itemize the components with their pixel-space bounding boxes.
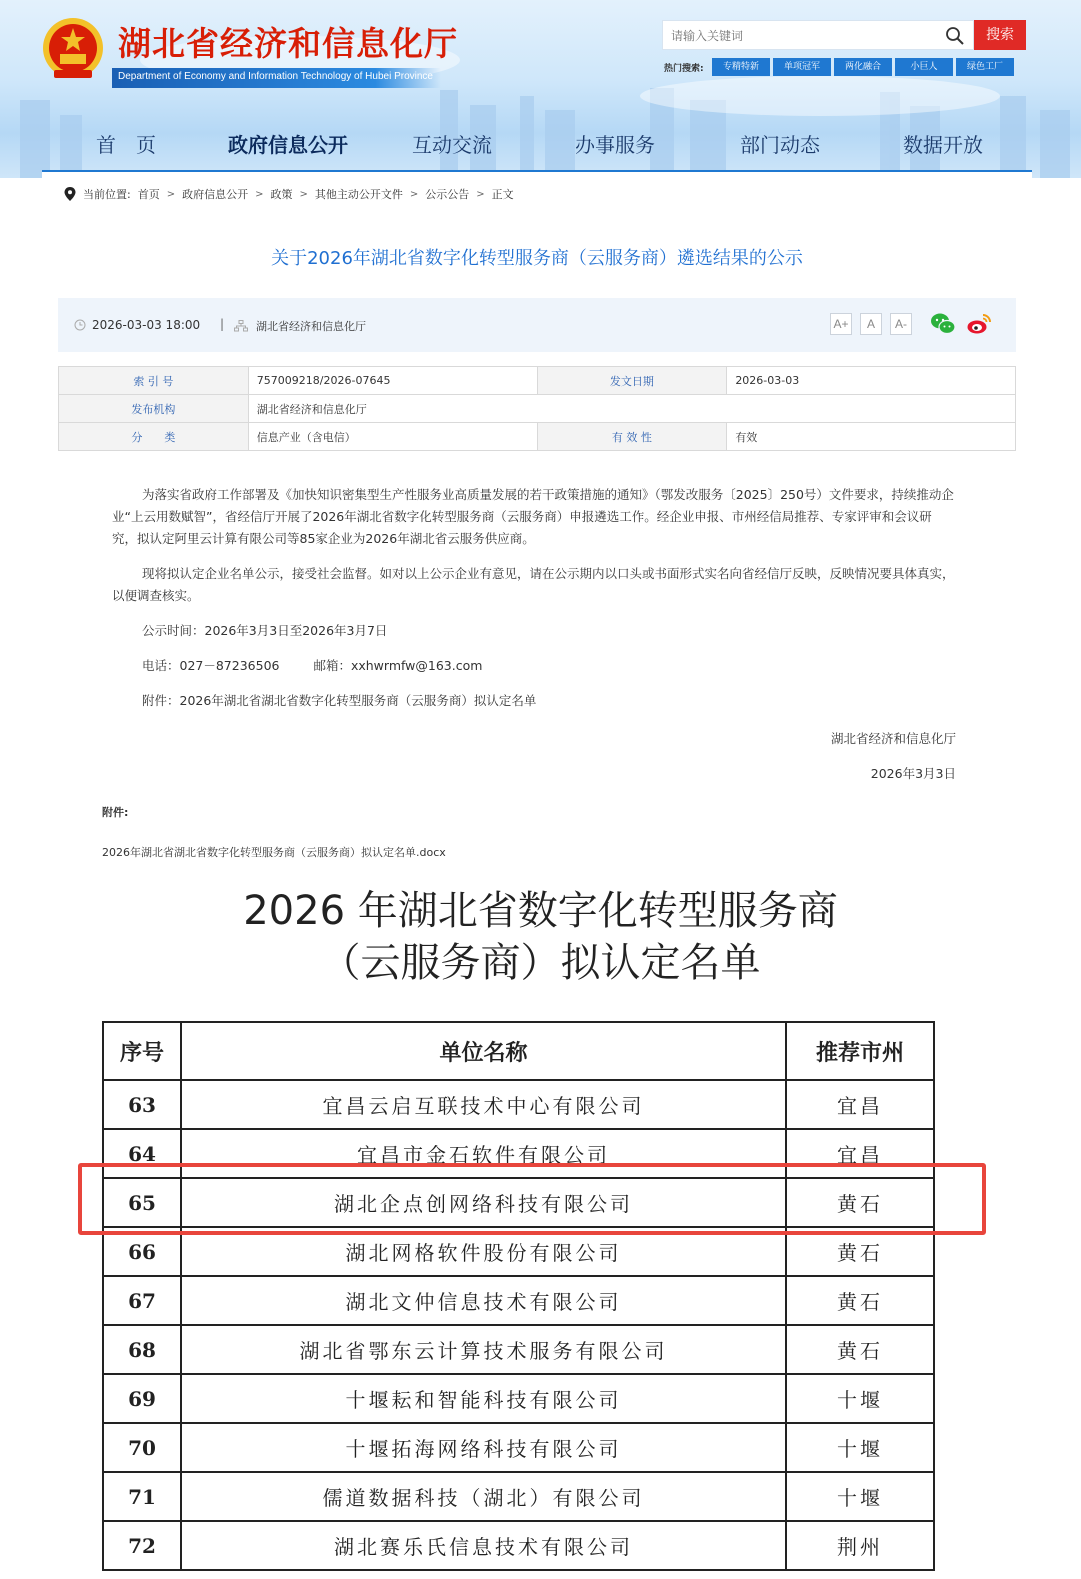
info-value: 2026-03-03 bbox=[727, 367, 1016, 395]
row-company: 儒道数据科技（湖北）有限公司 bbox=[181, 1472, 786, 1521]
hot-tag-2[interactable]: 单项冠军 bbox=[773, 58, 831, 76]
row-company: 湖北企点创网络科技有限公司 bbox=[181, 1178, 786, 1227]
row-seq: 67 bbox=[103, 1276, 181, 1325]
row-company: 十堰耘和智能科技有限公司 bbox=[181, 1374, 786, 1423]
breadcrumb-label: 当前位置: bbox=[83, 188, 131, 201]
article-source bbox=[234, 318, 366, 334]
org-icon bbox=[234, 320, 248, 332]
clock-icon bbox=[74, 319, 86, 331]
meta-divider: | bbox=[220, 317, 225, 331]
national-emblem-icon bbox=[40, 14, 106, 84]
highlight-box bbox=[78, 1163, 986, 1235]
info-key: 发文日期 bbox=[537, 367, 727, 395]
table-row bbox=[103, 1374, 934, 1423]
font-smaller-button[interactable]: A- bbox=[890, 313, 912, 335]
row-seq: 70 bbox=[103, 1423, 181, 1472]
info-row bbox=[59, 423, 1016, 451]
attachment-line: 附件：2026年湖北省湖北省数字化转型服务商（云服务商）拟认定名单 bbox=[142, 693, 537, 708]
row-city: 十堰 bbox=[786, 1423, 934, 1472]
row-seq: 71 bbox=[103, 1472, 181, 1521]
sign-date: 2026年3月3日 bbox=[870, 766, 956, 781]
site-header bbox=[0, 0, 1081, 178]
info-table bbox=[58, 366, 1016, 451]
nav-interaction[interactable]: 互动交流 bbox=[412, 133, 492, 157]
row-city: 黄石 bbox=[786, 1325, 934, 1374]
breadcrumb-current: 正文 bbox=[491, 188, 514, 201]
search-input[interactable] bbox=[671, 26, 931, 46]
site-subtitle: Department of Economy and Information Technology of Hubei Province bbox=[112, 68, 441, 88]
hot-tag-3[interactable]: 两化融合 bbox=[834, 58, 892, 76]
publish-date: 2026-03-03 18:00 bbox=[92, 318, 201, 332]
breadcrumb-policy[interactable]: 政策 bbox=[270, 188, 293, 201]
contact-email: 邮箱：xxhwrmfw@163.com bbox=[313, 658, 483, 673]
row-city: 宜昌 bbox=[786, 1129, 934, 1178]
row-seq: 69 bbox=[103, 1374, 181, 1423]
info-key: 发布机构 bbox=[59, 395, 249, 423]
breadcrumb-separator: > bbox=[409, 188, 419, 200]
row-company: 宜昌云启互联技术中心有限公司 bbox=[181, 1080, 786, 1129]
row-company: 湖北网格软件股份有限公司 bbox=[181, 1227, 786, 1276]
info-value: 信息产业（含电信） bbox=[248, 423, 537, 451]
font-larger-button[interactable]: A+ bbox=[830, 313, 852, 335]
wechat-icon[interactable] bbox=[930, 312, 956, 336]
nav-gov-info[interactable]: 政府信息公开 bbox=[228, 133, 348, 157]
sign-org: 湖北省经济和信息化厅 bbox=[830, 731, 956, 746]
table-row bbox=[103, 1521, 934, 1570]
row-city: 十堰 bbox=[786, 1374, 934, 1423]
row-city: 黄石 bbox=[786, 1276, 934, 1325]
table-row bbox=[103, 1276, 934, 1325]
weibo-icon[interactable] bbox=[966, 312, 992, 336]
contact-line bbox=[112, 655, 956, 677]
info-value: 湖北省经济和信息化厅 bbox=[248, 395, 1015, 423]
row-city: 十堰 bbox=[786, 1472, 934, 1521]
table-header-row bbox=[103, 1022, 934, 1080]
document-title-line1: 2026 年湖北省数字化转型服务商 bbox=[243, 888, 838, 934]
row-city: 宜昌 bbox=[786, 1080, 934, 1129]
company-list-table bbox=[102, 1021, 935, 1571]
attachment-label: 附件: bbox=[102, 806, 129, 819]
breadcrumb-gov-info[interactable]: 政府信息公开 bbox=[182, 188, 249, 201]
breadcrumb-notices[interactable]: 公示公告 bbox=[425, 188, 470, 201]
breadcrumb-home[interactable]: 首页 bbox=[137, 188, 160, 201]
row-city: 黄石 bbox=[786, 1227, 934, 1276]
row-seq: 66 bbox=[103, 1227, 181, 1276]
hot-tag-4[interactable]: 小巨人 bbox=[895, 58, 953, 76]
breadcrumb bbox=[64, 186, 514, 202]
location-pin-icon bbox=[64, 187, 76, 201]
row-seq: 65 bbox=[103, 1178, 181, 1227]
row-city: 黄石 bbox=[786, 1178, 934, 1227]
info-key: 索 引 号 bbox=[59, 367, 249, 395]
header-seq: 序号 bbox=[103, 1022, 181, 1080]
breadcrumb-other-files[interactable]: 其他主动公开文件 bbox=[314, 188, 403, 201]
row-company: 湖北文仲信息技术有限公司 bbox=[181, 1276, 786, 1325]
hot-search-label: 热门搜索: bbox=[664, 64, 704, 74]
row-seq: 63 bbox=[103, 1080, 181, 1129]
row-city: 荆州 bbox=[786, 1521, 934, 1570]
table-row bbox=[103, 1423, 934, 1472]
search-icon[interactable] bbox=[945, 26, 965, 46]
info-key: 分 类 bbox=[59, 423, 249, 451]
article-body bbox=[112, 484, 956, 725]
content-panel bbox=[42, 172, 1032, 869]
row-company: 宜昌市金石软件有限公司 bbox=[181, 1129, 786, 1178]
breadcrumb-separator: > bbox=[255, 188, 264, 200]
hot-tag-5[interactable]: 绿色工厂 bbox=[956, 58, 1014, 76]
nav-home[interactable]: 首 页 bbox=[96, 133, 156, 157]
article-title: 关于2026年湖北省数字化转型服务商（云服务商）遴选结果的公示 bbox=[271, 248, 803, 269]
body-paragraph: 现将拟认定企业名单公示，接受社会监督。如对以上公示企业有意见，请在公示期内以口头或书面形式实名向省经信厅反映，反映情况要具体真实，以便调查核实。 bbox=[112, 566, 955, 603]
table-row bbox=[103, 1080, 934, 1129]
row-seq: 68 bbox=[103, 1325, 181, 1374]
document-image bbox=[0, 869, 1081, 1579]
document-title bbox=[0, 885, 1081, 989]
attachment-file-link[interactable]: 2026年湖北省湖北省数字化转型服务商（云服务商）拟认定名单.docx bbox=[102, 846, 446, 859]
search-box[interactable] bbox=[662, 20, 974, 50]
hot-tag-1[interactable]: 专精特新 bbox=[712, 58, 770, 76]
info-row bbox=[59, 395, 1016, 423]
nav-services[interactable]: 办事服务 bbox=[575, 133, 655, 157]
source-name: 湖北省经济和信息化厅 bbox=[256, 320, 366, 333]
row-company: 十堰拓海网络科技有限公司 bbox=[181, 1423, 786, 1472]
header-city: 推荐市州 bbox=[786, 1022, 934, 1080]
breadcrumb-separator: > bbox=[166, 188, 176, 200]
info-row bbox=[59, 367, 1016, 395]
info-key: 有 效 性 bbox=[537, 423, 727, 451]
table-row bbox=[103, 1325, 934, 1374]
search-button[interactable]: 搜索 bbox=[974, 20, 1026, 50]
breadcrumb-separator: > bbox=[299, 188, 308, 200]
info-value: 757009218/2026-07645 bbox=[248, 367, 537, 395]
row-seq: 64 bbox=[103, 1129, 181, 1178]
document-title-line2: （云服务商）拟认定名单 bbox=[320, 940, 761, 986]
contact-phone: 电话：027－87236506 bbox=[142, 658, 280, 673]
publish-time bbox=[74, 318, 200, 332]
main-nav bbox=[0, 128, 1081, 170]
row-company: 湖北赛乐氏信息技术有限公司 bbox=[181, 1521, 786, 1570]
nav-open-data[interactable]: 数据开放 bbox=[903, 133, 983, 157]
notice-period: 公示时间：2026年3月3日至2026年3月7日 bbox=[142, 623, 388, 638]
article-meta-bar bbox=[58, 298, 1016, 352]
header-company: 单位名称 bbox=[181, 1022, 786, 1080]
table-row bbox=[103, 1472, 934, 1521]
site-title[interactable]: 湖北省经济和信息化厅 bbox=[118, 24, 458, 63]
info-value: 有效 bbox=[727, 423, 1016, 451]
font-normal-button[interactable]: A bbox=[860, 313, 882, 335]
nav-dept-news[interactable]: 部门动态 bbox=[740, 133, 820, 157]
row-seq: 72 bbox=[103, 1521, 181, 1570]
breadcrumb-separator: > bbox=[476, 188, 485, 200]
body-paragraph: 为落实省政府工作部署及《加快知识密集型生产性服务业高质量发展的若干政策措施的通知》（鄂发改服务〔2025〕250号）文件要求，持续推动企业“上云用数赋智”，省经信厅开展了2026年湖北省数字化转型服务商（云服务商）申报遴选工作。经企业申报、市州经信局推荐、专家评审和会议研究，拟认定阿里云计算有限公司等85家企业为2026年湖北省云服务供应商。 bbox=[112, 487, 954, 546]
row-company: 湖北省鄂东云计算技术服务有限公司 bbox=[181, 1325, 786, 1374]
